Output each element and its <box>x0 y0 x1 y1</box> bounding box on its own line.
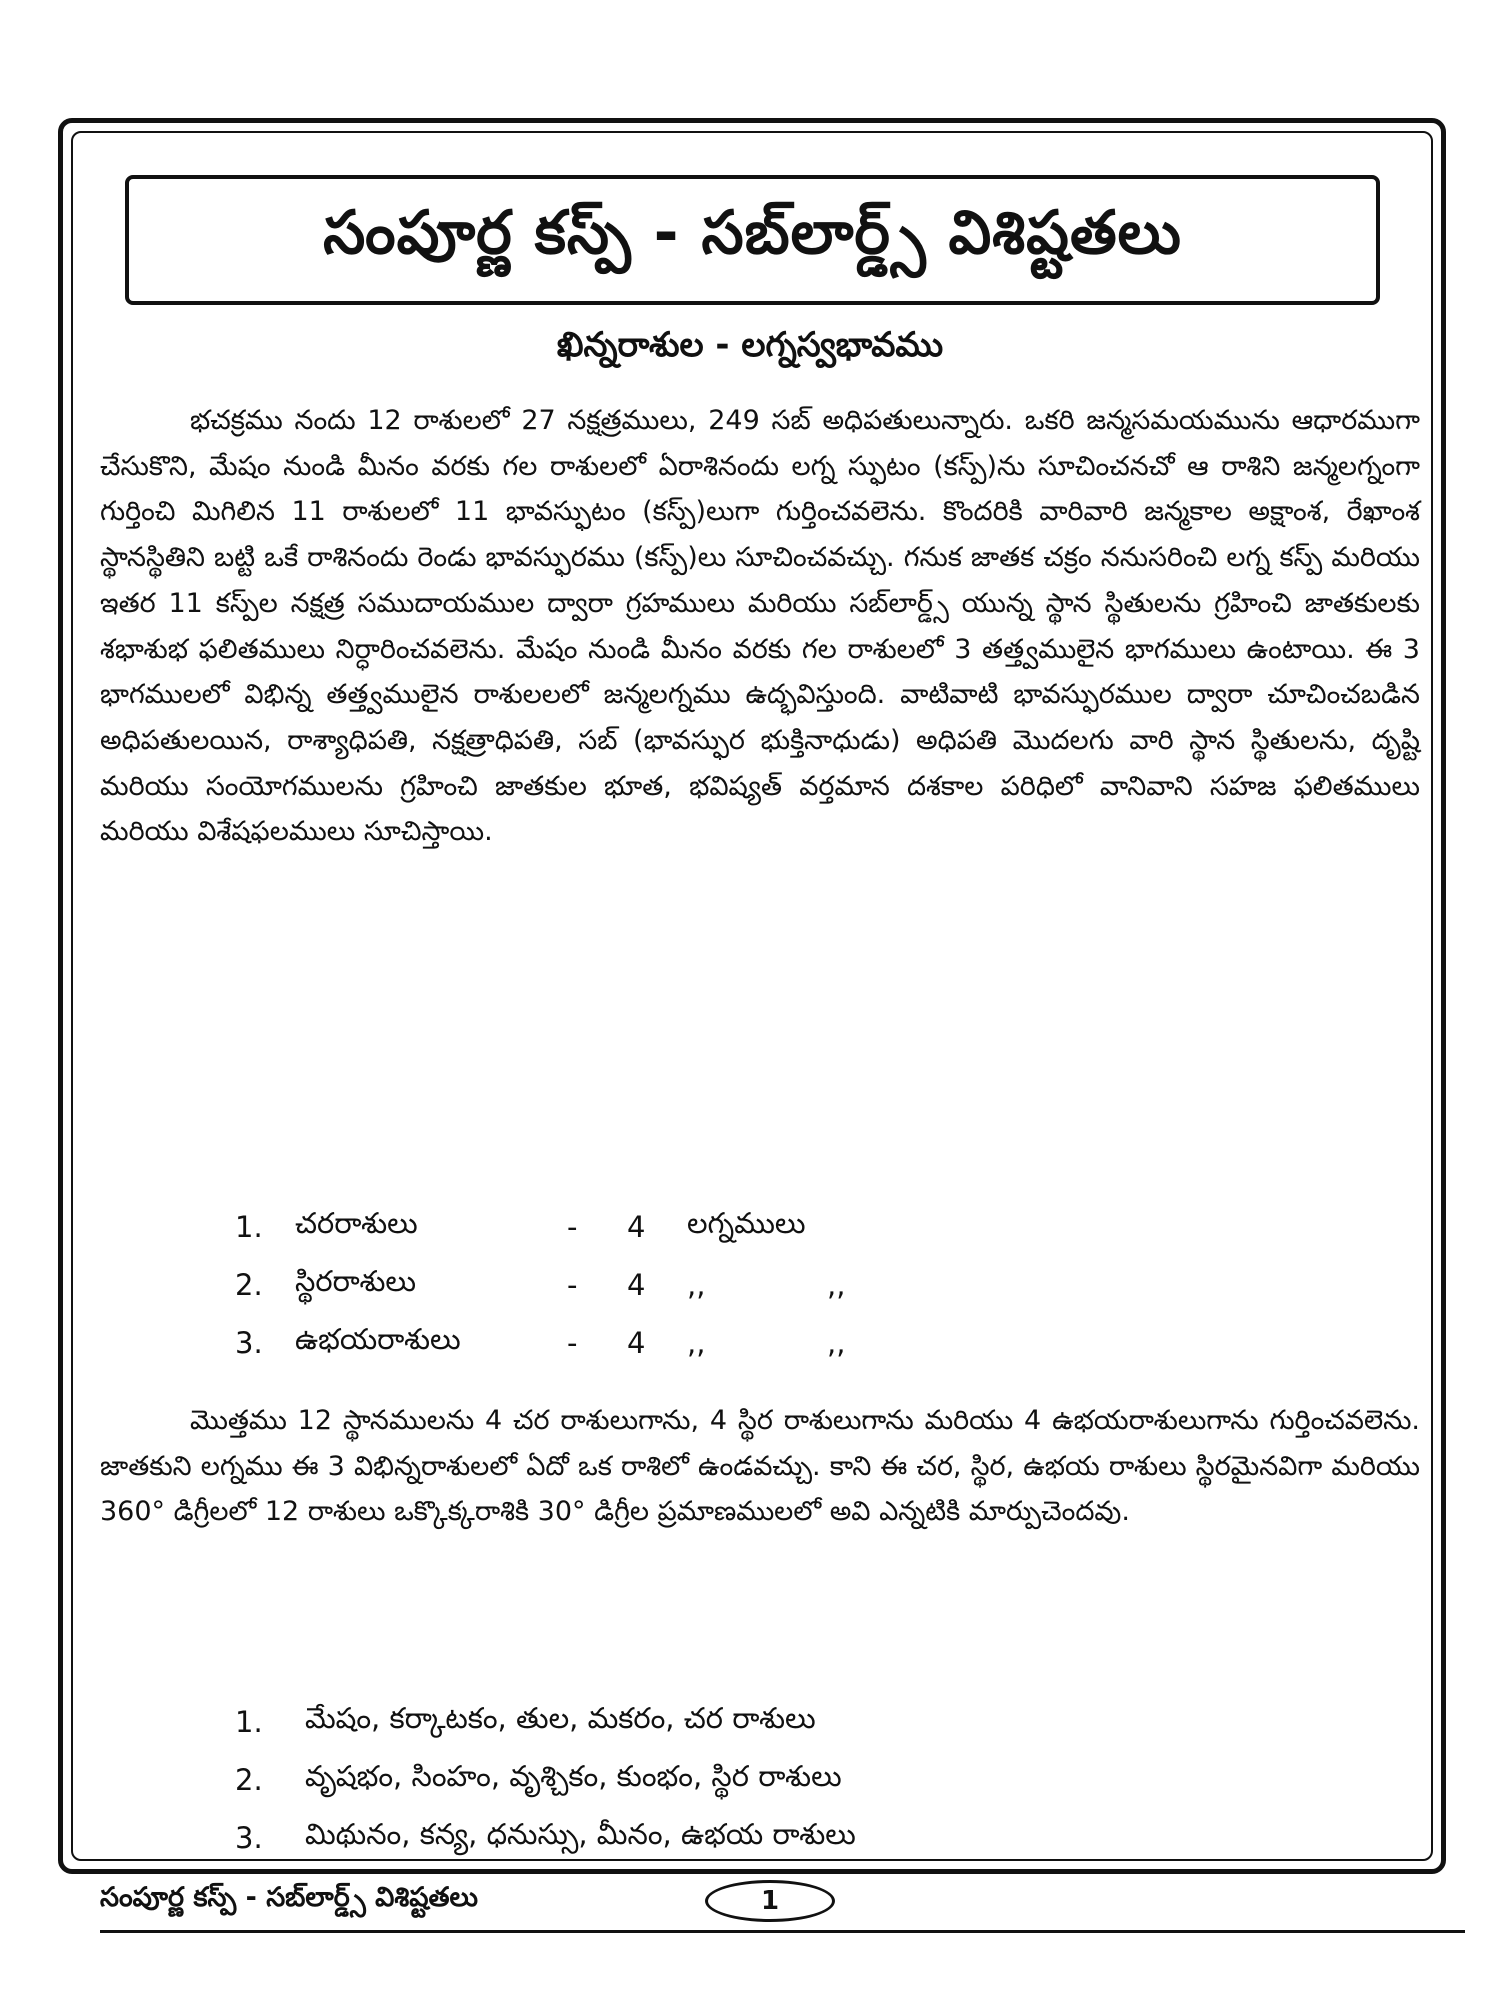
list-item <box>235 1198 845 1256</box>
page-title: సంపూర్ణ కస్ప్ - సబ్‌లార్డ్స్ విశిష్టతలు <box>323 198 1182 268</box>
list-item <box>235 1314 845 1372</box>
paragraph-intro: భచక్రము నందు 12 రాశులలో 27 నక్షత్రములు, 249 సబ్ అధిపతులున్నారు. ఒకరి జన్మసమయమును ఆధారముగా చేసుకొని, మేషం నుండి మీనం వరకు గల రాశులలో ఏరాశినందు లగ్న స్ఫుటం (కస్ప్)ను సూచించనచో ఆ రాశిని జన్మలగ్నంగా గుర్తించి మిగిలిన 11 రాశులలో 11 భావస్ఫుటం (కస్ప్)లుగా గుర్తించవలెను. కొందరికి వారివారి జన్మకాల అక్షాంశ, రేఖాంశ స్థానస్థితిని బట్టి ఒకే రాశినందు రెండు భావస్ఫురము (కస్ప్)లు సూచించవచ్చు. గనుక జాతక చక్రం ననుసరించి లగ్న కస్ప్ మరియు ఇతర 11 కస్ప్‌ల నక్షత్ర సముదాయముల ద్వారా గ్రహములు మరియు సబ్‌లార్డ్స్ యున్న స్థాన స్థితులను గ్రహించి జాతకులకు శభాశుభ ఫలితములు నిర్ధారించవలెను. మేషం నుండి మీనం వరకు గల రాశులలో 3 తత్త్వములైన భాగములు ఉంటాయి. ఈ 3 భాగములలో విభిన్న తత్త్వములైన రాశులలలో జన్మలగ్నము ఉద్భవిస్తుంది. వాటివాటి భావస్ఫురముల ద్వారా చూచించబడిన అధిపతులయిన, రాశ్యాధిపతి, నక్షత్రాధిపతి, సబ్ (భావస్ఫుర భుక్తినాధుడు) అధిపతి మొదలగు వారి స్థాన స్థితులను, దృష్టి మరియు సంయోగములను గ్రహించి జాతకుల భూత, భవిష్యత్ వర్తమాన దశకాల పరిధిలో వానివాని సహజ ఫలితములు మరియు విశేషఫలములు సూచిస్తాయి. <box>100 405 1420 848</box>
list-ditto: ,, <box>827 1268 846 1302</box>
list-text: వృషభం, సింహం, వృశ్చికం, కుంభం, స్థిర రాశులు <box>305 1759 842 1793</box>
list-number: 1. <box>235 1210 263 1244</box>
list-count: 4 <box>627 1326 646 1360</box>
list-count: 4 <box>627 1210 646 1244</box>
list-ditto: ,, <box>827 1326 846 1360</box>
list-number: 3. <box>235 1821 263 1855</box>
list-dash: - <box>567 1326 578 1360</box>
page-border <box>58 118 1446 1874</box>
list-text: మిథునం, కన్య, ధనుస్సు, మీనం, ఉభయ రాశులు <box>305 1817 856 1851</box>
footer-title: సంపూర్ణ కస్ప్ - సబ్‌లార్డ్స్ విశిష్టతలు <box>100 1882 478 1913</box>
rasi-members-list <box>235 1693 856 1867</box>
list-item <box>235 1751 856 1809</box>
list-item <box>235 1256 845 1314</box>
list-ditto: ,, <box>687 1268 706 1302</box>
list-number: 3. <box>235 1326 263 1360</box>
paragraph-summary: మొత్తము 12 స్థానములను 4 చర రాశులుగాను, 4 స్థిర రాశులుగాను మరియు 4 ఉభయరాశులుగాను గుర్తించవలెను. జాతకుని లగ్నము ఈ 3 విభిన్నరాశులలో ఏదో ఒక రాశిలో ఉండవచ్చు. కాని ఈ చర, స్థిర, ఉభయ రాశులు స్థిరమైనవిగా మరియు 360° డిగ్రీలలో 12 రాశులు ఒక్కొక్కరాశికి 30° డిగ్రీల ప్రమాణములలో అవి ఎన్నటికి మార్పుచెందవు. <box>100 1405 1420 1528</box>
list-dash: - <box>567 1268 578 1302</box>
title-box <box>125 175 1380 305</box>
page-number-badge <box>705 1880 835 1922</box>
list-number: 1. <box>235 1705 263 1739</box>
list-suffix: లగ్నములు <box>687 1206 806 1240</box>
list-number: 2. <box>235 1763 263 1797</box>
list-name: చరరాశులు <box>295 1206 418 1240</box>
list-name: ఉభయరాశులు <box>295 1322 461 1356</box>
list-number: 2. <box>235 1268 263 1302</box>
page-footer <box>100 1878 1465 1933</box>
list-item <box>235 1809 856 1867</box>
rasi-type-list <box>235 1198 845 1372</box>
list-ditto: ,, <box>687 1326 706 1360</box>
section-subtitle: ఖిన్నరాశుల - లగ్నస్వభావము <box>556 325 944 365</box>
list-item <box>235 1693 856 1751</box>
list-text: మేషం, కర్కాటకం, తుల, మకరం, చర రాశులు <box>305 1701 816 1735</box>
page-number: 1 <box>760 1886 780 1916</box>
list-count: 4 <box>627 1268 646 1302</box>
list-dash: - <box>567 1210 578 1244</box>
list-name: స్థిరరాశులు <box>295 1264 417 1298</box>
